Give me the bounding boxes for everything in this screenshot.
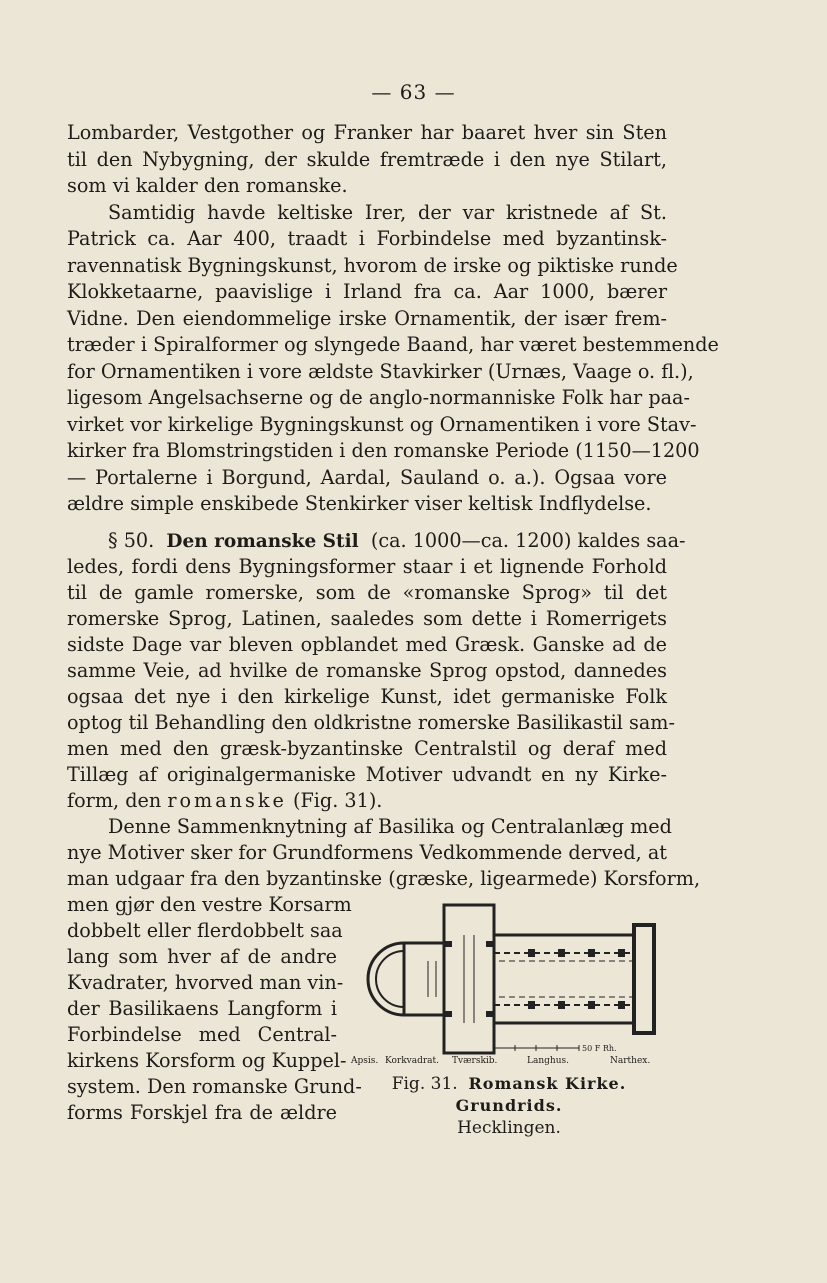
text-line: kirker fra Blomstringstiden i den romanske Periode (1150—1200 xyxy=(67,439,700,462)
text-line: ældre simple enskibede Stenkirker viser keltisk Indflydelse. xyxy=(67,492,652,515)
label-langhus: Langhus. xyxy=(527,1056,569,1066)
text-line: Patrick ca. Aar 400, traadt i Forbindelse med byzantinsk- xyxy=(67,227,667,250)
text-line: Forbindelse med Central- xyxy=(67,1023,337,1046)
label-korkvadrat: Korkvadrat. xyxy=(385,1056,440,1066)
text-line: — Portalerne i Borgund, Aardal, Sauland o. a.). Ogsaa vore xyxy=(67,465,667,489)
text-line: Samtidig havde keltiske Irer, der var kristnede af St. xyxy=(108,200,667,224)
text-line: virket vor kirkelige Bygningskunst og Ornamentiken i vore Stav- xyxy=(67,412,697,436)
text-line: dobbelt eller flerdobbelt saa xyxy=(67,919,343,942)
text-line: lang som hver af de andre xyxy=(67,945,337,968)
text-line: sidste Dage var bleven opblandet med Græsk. Ganske ad de xyxy=(67,633,667,656)
text-line: ledes, fordi dens Bygningsformer staar i et lignende Forhold xyxy=(67,555,667,578)
plan-transept xyxy=(444,905,494,1053)
text-line: men gjør den vestre Korsarm xyxy=(67,893,352,916)
text-line: Kvadrater, hvorved man vin- xyxy=(67,971,344,994)
text-line: for Ornamentiken i vore ældste Stavkirker (Urnæs, Vaage o. fl.), xyxy=(67,359,694,383)
text-line: Vidne. Den eiendommelige irske Ornamentik, der især frem- xyxy=(67,306,667,330)
figure-caption-number: Fig. 31. xyxy=(391,1074,458,1094)
section-last-line xyxy=(67,788,667,814)
section-last-spaced: romanske xyxy=(167,789,287,812)
section-first-line xyxy=(108,528,686,555)
church-floor-plan xyxy=(344,895,674,1070)
scale-bar xyxy=(494,1045,579,1051)
figure-caption-sub: Hecklingen. xyxy=(457,1118,561,1138)
plan-narthex xyxy=(634,925,654,1033)
figure-caption-title: Romansk Kirke. Grundrids. xyxy=(455,1074,627,1115)
page-number: — 63 — xyxy=(371,80,456,104)
text-line: der Basilikaens Langform i xyxy=(67,997,337,1020)
section-first-rest: (ca. 1000—ca. 1200) kaldes saa- xyxy=(370,529,686,552)
section-heading: Den romanske Stil xyxy=(166,531,359,552)
section-number: § 50. xyxy=(108,529,155,552)
text-line: man udgaar fra den byzantinske (græske, ligearmede) Korsform, xyxy=(67,867,701,890)
text-line: romerske Sprog, Latinen, saaledes som dette i Romerrigets xyxy=(67,607,667,630)
text-line: optog til Behandling den oldkristne romerske Basilikastil sam- xyxy=(67,711,675,734)
text-line: kirkens Korsform og Kuppel- xyxy=(67,1049,347,1072)
label-narthex: Narthex. xyxy=(610,1056,651,1066)
plan-nave xyxy=(494,935,634,1023)
figure-caption xyxy=(344,1073,674,1139)
text-line: ravennatisk Bygningskunst, hvorom de irske og piktiske runde xyxy=(67,253,678,277)
section-last-pre: form, den xyxy=(67,789,162,812)
text-line: samme Veie, ad hvilke de romanske Sprog opstod, dannedes xyxy=(67,659,667,682)
text-line: træder i Spiralformer og slyngede Baand, har været bestemmende xyxy=(67,333,719,356)
plan-choir xyxy=(404,943,444,1015)
label-apsis: Apsis. xyxy=(351,1056,379,1066)
text-line: som vi kalder den romanske. xyxy=(67,174,348,197)
label-tvaerskib: Tværskib. xyxy=(452,1056,498,1066)
text-line: til de gamle romerske, som de «romanske Sprog» til det xyxy=(67,581,667,604)
text-line: Tillæg af originalgermaniske Motiver udvandt en ny Kirke- xyxy=(67,763,667,786)
text-line: Klokketaarne, paavislige i Irland fra ca. Aar 1000, bærer xyxy=(67,280,667,303)
text-line: men med den græsk-byzantinske Centralstil og deraf med xyxy=(67,737,667,760)
text-line: Denne Sammenknytning af Basilika og Centralanlæg med xyxy=(108,815,672,838)
plan-apse xyxy=(368,943,404,1015)
text-line: nye Motiver sker for Grundformens Vedkommende derved, at xyxy=(67,841,667,864)
text-line: forms Forskjel fra de ældre xyxy=(67,1101,337,1124)
text-line: ligesom Angelsachserne og de anglo-normanniske Folk har paa- xyxy=(67,386,690,409)
text-line: til den Nybygning, der skulde fremtræde i den nye Stilart, xyxy=(67,147,667,171)
text-line: system. Den romanske Grund- xyxy=(67,1075,362,1098)
text-line: ogsaa det nye i den kirkelige Kunst, idet germaniske Folk xyxy=(67,685,667,708)
text-line: Lombarder, Vestgother og Franker har baaret hver sin Sten xyxy=(67,121,667,144)
scale-label: 50 F Rh. xyxy=(582,1044,617,1053)
section-last-post: (Fig. 31). xyxy=(292,789,383,812)
